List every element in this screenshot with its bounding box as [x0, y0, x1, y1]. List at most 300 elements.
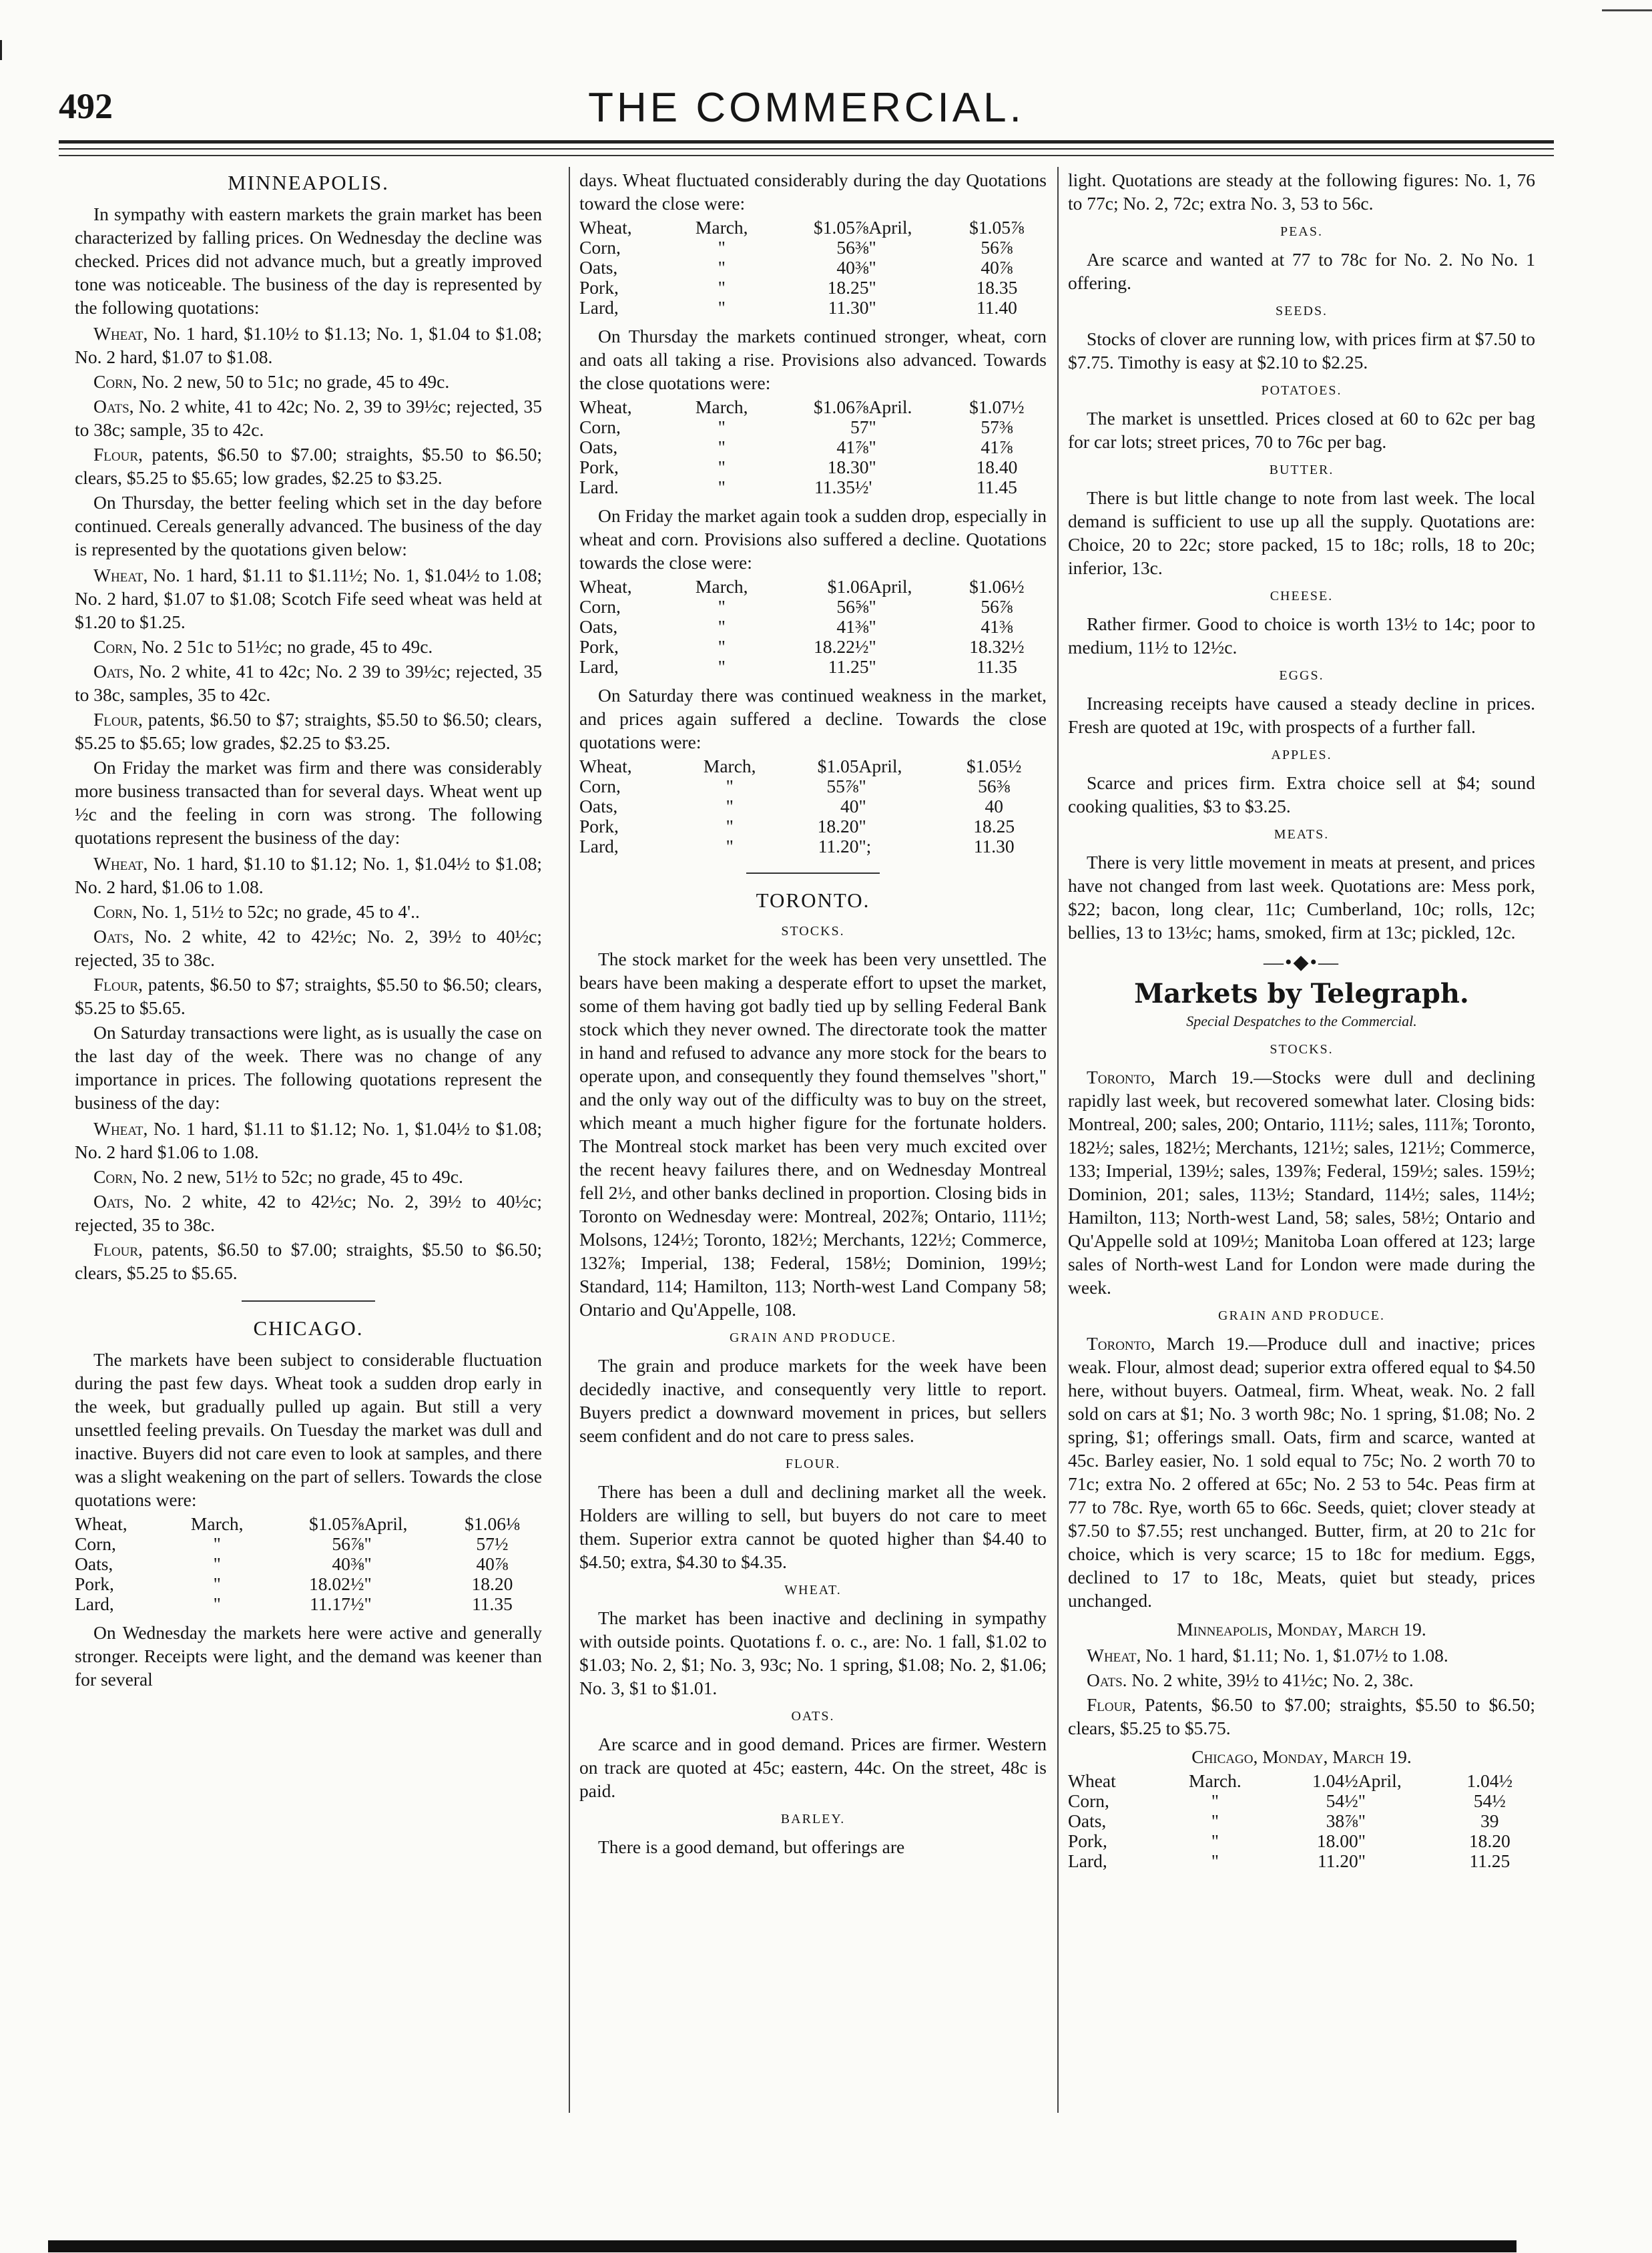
article-paragraph: There has been a dull and declining market all the week. Holders are willing to sell, but buyers do not care to meet them. Superior extra cannot be quoted higher than $4.40 to $4.50; extra, $4.30 to $4.35. — [579, 1481, 1047, 1572]
table-cell: Oats, — [579, 437, 618, 457]
article-paragraph: On Friday the market was firm and there was considerably more business transacted than for several days. Wheat went up ½c and the feeling in corn was strong. The following quotations represent the business of the day: — [75, 757, 542, 848]
table-cell: 38⅞ — [1326, 1810, 1358, 1831]
table-cell: Pork, — [579, 277, 619, 298]
table-cell: Corn, — [579, 596, 621, 617]
commodity-label: Flour, — [93, 444, 143, 465]
table-row — [1068, 1791, 1535, 1811]
table-cell: Oats, — [1068, 1810, 1107, 1831]
article-paragraph: The market has been inactive and declining in sympathy with outside points. Quotations f. o. c., are: No. 1 fall, $1.02 to $1.03; No. 2, $1; No. 3, 93c; No. 1 spring, $1.08; No. 2, $1.06; No. 3, $1 to $1.01. — [579, 1607, 1047, 1698]
table-cell: $1.05⅞ — [969, 217, 1025, 238]
table-cell: $1.05½ — [966, 756, 1022, 776]
table-cell: 11.30 — [973, 836, 1015, 856]
table-cell: 11.35 — [471, 1593, 513, 1614]
quotation-table — [579, 756, 1047, 856]
table-cell: 11.25 — [828, 656, 869, 677]
table-cell: April, — [364, 1513, 408, 1534]
table-cell: " — [718, 297, 726, 318]
quotation-text: No. 2 white, 42 to 42½c; No. 2, 39½ to 40½c; rejected, 35 to 38c. — [75, 926, 542, 970]
table-row — [579, 298, 1047, 318]
column-1 — [75, 168, 542, 2111]
table-cell: 18.22½ — [813, 636, 869, 657]
table-row — [579, 397, 1047, 417]
article-paragraph: There is but little change to note from last week. The local demand is sufficient to use up all the supply. Quotations are: Choice, 20 to 22c; store packed, 15 to 18c; rolls, 18 to 20c; inferior, 13c. — [1068, 487, 1535, 578]
table-cell: " — [868, 417, 876, 437]
table-cell: $1.05⅞ — [308, 1513, 364, 1534]
table-cell: " — [868, 257, 876, 278]
article-paragraph: The stock market for the week has been very unsettled. The bears have been making a desperate effort to upset the market, some of them having got badly tied up by selling Federal Bank stock which they never owned. The directorate took the matter in hand and refused to advance any more stock for the bears to operate upon, and consequently they found themselves "short," and the only way out of the difficulty was to buy on the street, which meant a much higher figure for the fortunate holders. The Montreal stock market has been very much excited over the recent heavy failures there, and on Wednesday Montreal fell 2½, and other banks declined in proportion. Closing bids in Toronto on Wednesday were: Montreal, 202⅞; Ontario, 111½; Molsons, 124½; Toronto, 182½; Merchants, 122½; Commerce, 132⅞; Imperial, 138; Federal, 158½; Dominion, 199½; Standard, 114; Hamilton, 113; North-west Land Company 58; Ontario and Qu'Appelle, 108. — [579, 949, 1047, 1320]
table-cell: 11.25 — [1469, 1850, 1510, 1871]
commodity-label: Oats, — [93, 396, 134, 417]
table-cell: 54½ — [1473, 1790, 1506, 1811]
page-corner-mark — [0, 40, 17, 60]
table-cell: " — [858, 816, 866, 836]
quotation-text: patents, $6.50 to $7.00; straights, $5.50 to $6.50; clears, $5.25 to $5.65; low grades, $2.25 to $3.25. — [75, 444, 542, 488]
table-cell: Pork, — [579, 816, 619, 836]
article-paragraph: On Saturday there was continued weakness in the market, and prices again suffered a decline. Towards the close quotations were: — [579, 685, 1047, 752]
table-cell: March, — [695, 217, 748, 238]
table-cell: $1.05⅞ — [813, 217, 869, 238]
table-row — [579, 617, 1047, 637]
subheading-flour: FLOUR. — [785, 1457, 841, 1471]
table-cell: " — [364, 1573, 372, 1594]
table-cell: " — [364, 1553, 372, 1574]
column-3 — [1068, 168, 1535, 2111]
table-cell: " — [718, 636, 726, 657]
table-cell: Wheat, — [579, 217, 632, 238]
subheading-stocks: STOCKS. — [1270, 1042, 1334, 1057]
commodity-label: Flour, — [1087, 1694, 1136, 1715]
page-header — [59, 79, 1554, 139]
subheading-peas: PEAS. — [1280, 224, 1323, 239]
place-label: Toronto, — [1087, 1333, 1155, 1354]
table-cell: 18.02½ — [308, 1573, 364, 1594]
subheading-grain-produce: GRAIN AND PRODUCE. — [730, 1330, 896, 1345]
quotation-text: Patents, $6.50 to $7.00; straights, $5.50 to $6.50; clears, $5.25 to $5.75. — [1068, 1694, 1535, 1738]
column-2 — [579, 168, 1047, 2111]
table-cell: March, — [695, 576, 748, 597]
table-cell: " — [726, 816, 734, 836]
quotation-item — [1068, 1693, 1535, 1740]
table-cell: " — [868, 656, 876, 677]
table-cell: Lard, — [579, 297, 619, 318]
table-cell: Oats, — [579, 616, 618, 637]
commodity-label: Oats, — [93, 926, 134, 947]
table-row — [75, 1554, 542, 1574]
table-cell: Corn, — [75, 1533, 116, 1554]
dateline: Special Despatches to the Commercial. — [1186, 1013, 1417, 1029]
article-paragraph: days. Wheat fluctuated considerably during the day Quotations toward the close were: — [579, 170, 1047, 214]
quotation-list-thursday — [75, 563, 542, 754]
table-cell: " — [1358, 1790, 1366, 1811]
quotation-list-friday — [75, 852, 542, 1019]
header-rule — [59, 148, 1554, 150]
table-cell: March, — [190, 1513, 244, 1534]
table-cell: " — [868, 277, 876, 298]
article-paragraph: On Thursday, the better feeling which set in the day before continued. Cereals generally advanced. The business of the day is represented by the quotations given below: — [75, 492, 542, 559]
article-text: March 19.—Stocks were dull and declining rapidly last week, but recovered somewhat later. Closing bids: Montreal, 200; sales, 200; Ontario, 111½; sales, 111⅞; Toronto, 182½; sales, 182½; Merchants, 121½; sales, 121½; Commerce, 133; Imperial, 139½; sales, 139⅞; Federal, 159½; sales. 159½; Dominion, 201; sales, 113½; Standard, 114½; sales, 114½; Hamilton, 113; North-west Land, 58; sales, 58½; Ontario and Qu'Appelle sold at 109½; Manitoba Loan offered at 123; large sales of North-west Land for London were made during the week. — [1068, 1067, 1535, 1298]
article-paragraph: Are scarce and in good demand. Prices are firmer. Western on track are quoted at 45c; eastern, 44c. On the street, 48c is paid. — [579, 1734, 1047, 1801]
table-cell: Lard, — [75, 1593, 114, 1614]
quotation-list-saturday — [75, 1117, 542, 1284]
table-cell: 18.25 — [827, 277, 869, 298]
table-cell: " — [718, 417, 726, 437]
table-row — [579, 637, 1047, 657]
table-cell: " — [1211, 1830, 1219, 1851]
table-cell: $1.06½ — [969, 576, 1025, 597]
table-cell: 40⅜ — [836, 257, 869, 278]
table-cell: 18.40 — [976, 457, 1018, 477]
table-row — [1068, 1851, 1535, 1871]
table-cell: 40 — [985, 796, 1003, 816]
table-row — [75, 1594, 542, 1614]
table-cell: April, — [868, 217, 912, 238]
table-cell: 18.20 — [471, 1573, 513, 1594]
quotation-table — [579, 397, 1047, 497]
article-paragraph: Rather firmer. Good to choice is worth 13½ to 14c; poor to medium, 11½ to 12½c. — [1068, 613, 1535, 658]
section-heading-telegraph: Markets by Telegraph. — [1134, 978, 1469, 1009]
table-cell: Lard, — [579, 656, 619, 677]
table-cell: 41⅜ — [836, 616, 869, 637]
subheading-oats: OATS. — [791, 1709, 835, 1724]
table-cell: 11.30 — [828, 297, 869, 318]
quotation-item — [75, 900, 542, 923]
article-paragraph: Scarce and prices firm. Extra choice sell at $4; sound cooking qualities, $3 to $3.25. — [1068, 772, 1535, 816]
table-cell: Corn, — [579, 417, 621, 437]
table-row — [579, 796, 1047, 816]
table-cell: 40⅜ — [332, 1553, 364, 1574]
subheading-grain-produce: GRAIN AND PRODUCE. — [1218, 1308, 1385, 1323]
table-cell: Pork, — [579, 457, 619, 477]
page-edge-mark — [1602, 9, 1652, 11]
subheading-wheat: WHEAT. — [784, 1583, 842, 1597]
table-cell: March, — [703, 756, 756, 776]
table-row — [75, 1534, 542, 1554]
table-cell: 40⅞ — [476, 1553, 509, 1574]
table-cell: 11.35½ — [814, 477, 869, 497]
table-cell: 57⅜ — [981, 417, 1013, 437]
table-cell: " — [868, 457, 876, 477]
commodity-label: Wheat, — [93, 565, 148, 585]
column-divider — [569, 167, 570, 2113]
quotation-item — [75, 708, 542, 754]
table-row — [579, 776, 1047, 796]
quotation-table — [1068, 1771, 1535, 1871]
table-cell: " — [858, 776, 866, 796]
commodity-label: Corn, — [93, 1166, 137, 1187]
table-row — [1068, 1831, 1535, 1851]
column-divider — [1057, 167, 1059, 2113]
table-cell: 18.30 — [827, 457, 869, 477]
table-cell: " — [868, 297, 876, 318]
article-paragraph: light. Quotations are steady at the following figures: No. 1, 76 to 77c; No. 2, 72c; extra No. 3, 53 to 56c. — [1068, 170, 1535, 214]
table-cell: " — [1358, 1830, 1366, 1851]
section-heading-minneapolis: MINNEAPOLIS. — [228, 171, 389, 194]
table-row — [579, 238, 1047, 258]
table-cell: Wheat, — [579, 397, 632, 417]
quotation-table — [75, 1514, 542, 1614]
quotation-item — [75, 395, 542, 441]
table-cell: " — [868, 636, 876, 657]
commodity-label: Flour, — [93, 1239, 143, 1260]
quotation-item — [75, 1190, 542, 1236]
table-cell: " — [718, 616, 726, 637]
table-cell: " — [213, 1533, 221, 1554]
quotation-text: No. 1, 51½ to 52c; no grade, 45 to 4'.. — [137, 901, 420, 922]
commodity-label: Wheat, — [93, 853, 148, 874]
table-cell: "; — [858, 836, 872, 856]
commodity-label: Oats, — [93, 661, 134, 682]
quotation-text: No. 2 white, 41 to 42c; No. 2, 39 to 39½c; rejected, 35 to 38c; sample, 35 to 42c. — [75, 396, 542, 440]
table-cell: " — [364, 1593, 372, 1614]
table-cell: " — [1358, 1810, 1366, 1831]
table-cell: 57 — [850, 417, 869, 437]
article-paragraph: The grain and produce markets for the week have been decidedly inactive, and consequently very little to report. Buyers predict a downward movement in prices, but sellers seem confident and do not care to press sales. — [579, 1355, 1047, 1446]
table-cell: 18.20 — [817, 816, 859, 836]
subheading-eggs: EGGS. — [1279, 668, 1324, 683]
table-cell: 41⅜ — [981, 616, 1013, 637]
subheading-potatoes: POTATOES. — [1261, 383, 1342, 398]
bottom-edge-bar — [48, 2240, 1517, 2252]
table-cell: 55⅞ — [826, 776, 859, 796]
table-cell: " — [868, 616, 876, 637]
table-cell: " — [213, 1573, 221, 1594]
article-paragraph — [1068, 1332, 1535, 1612]
table-row — [75, 1574, 542, 1594]
table-cell: Pork, — [579, 636, 619, 657]
table-row — [579, 477, 1047, 497]
quotation-text: No. 2 new, 50 to 51c; no grade, 45 to 49c. — [137, 371, 450, 392]
table-cell: " — [718, 257, 726, 278]
table-row — [579, 258, 1047, 278]
table-cell: " — [213, 1593, 221, 1614]
table-cell: " — [726, 776, 734, 796]
table-cell: 11.20 — [818, 836, 859, 856]
table-row — [579, 457, 1047, 477]
table-cell: 1.04½ — [1312, 1770, 1358, 1791]
quotation-item — [1068, 1644, 1535, 1667]
table-cell: " — [1211, 1810, 1219, 1831]
commodity-label: Oats, — [93, 1191, 134, 1212]
table-cell: 56⅜ — [836, 237, 869, 258]
table-cell: Pork, — [1068, 1830, 1107, 1851]
table-cell: Corn, — [579, 776, 621, 796]
quotation-item — [75, 1165, 542, 1188]
table-cell: " — [868, 596, 876, 617]
table-cell: " — [718, 457, 726, 477]
table-cell: Lard. — [579, 477, 619, 497]
section-divider — [746, 872, 880, 874]
quotation-text: No. 2 white, 39½ to 41½c; No. 2, 38c. — [1127, 1670, 1414, 1690]
table-cell: " — [718, 656, 726, 677]
commodity-label: Wheat, — [93, 1118, 148, 1139]
table-cell: ' — [868, 477, 872, 497]
header-rule — [59, 140, 1554, 144]
masthead-title: THE COMMERCIAL. — [588, 85, 1025, 131]
place-label: Toronto, — [1087, 1067, 1155, 1087]
table-cell: Lard, — [579, 836, 619, 856]
dateline: Minneapolis, Monday, March 19. — [1177, 1619, 1426, 1640]
table-cell: 11.35 — [976, 656, 1017, 677]
quotation-item — [75, 973, 542, 1019]
section-heading-chicago: CHICAGO. — [253, 1316, 364, 1340]
table-cell: Pork, — [75, 1573, 114, 1594]
quotation-table — [579, 218, 1047, 318]
table-cell: " — [726, 796, 734, 816]
article-paragraph: Are scarce and wanted at 77 to 78c for No. 2. No No. 1 offering. — [1068, 249, 1535, 293]
ornament-divider: —•◆•— — [1263, 951, 1340, 973]
quotation-text: No. 1 hard, $1.11 to $1.11½; No. 1, $1.04½ to 1.08; No. 2 hard, $1.07 to $1.08; Scotch Fife seed wheat was held at $1.20 to $1.25. — [75, 565, 542, 632]
table-cell: 1.04½ — [1466, 1770, 1513, 1791]
commodity-label: Wheat, — [93, 323, 148, 344]
table-row — [579, 417, 1047, 437]
quotation-item — [75, 322, 542, 368]
table-cell: April, — [868, 576, 912, 597]
article-paragraph: There is very little movement in meats at present, and prices have not changed from last week. Quotations are: Mess pork, $22; bacon, long clear, 11c; Cumberland, 10c; rolls, 12c; bellies, 13 to 13½c; hams, smoked, firm at 13c; pickled, 12c. — [1068, 852, 1535, 943]
table-cell: " — [718, 596, 726, 617]
subheading-apples: APPLES. — [1271, 748, 1332, 762]
article-paragraph: On Friday the market again took a sudden drop, especially in wheat and corn. Provisions also suffered a decline. Quotations towards the close were: — [579, 505, 1047, 573]
table-cell: April, — [1358, 1770, 1402, 1791]
table-cell: Wheat — [1068, 1770, 1116, 1791]
table-row — [579, 657, 1047, 677]
dateline: Chicago, Monday, March 19. — [1191, 1746, 1412, 1767]
article-paragraph: In sympathy with eastern markets the grain market has been characterized by falling prices. On Wednesday the decline was checked. Prices did not advance much, but a greatly improved tone was noticeable. The business of the day is represented by the following quotations: — [75, 204, 542, 318]
article-paragraph: The markets have been subject to considerable fluctuation during the past few days. Wheat took a sudden drop early in the week, but gradually pulled up again. But still a very unsettled feeling prevails. On Tuesday the market was dull and inactive. Buyers did not care even to look at samples, and there was a slight weakening on the part of sellers. Towards the close quotations were: — [75, 1349, 542, 1510]
quotation-item — [75, 635, 542, 658]
table-cell: Corn, — [1068, 1790, 1109, 1811]
table-cell: $1.06⅞ — [813, 397, 869, 417]
table-cell: 56⅞ — [981, 237, 1013, 258]
table-cell: March, — [695, 397, 748, 417]
table-cell: 18.32½ — [969, 636, 1025, 657]
table-cell: " — [1211, 1850, 1219, 1871]
quotation-text: No. 2 new, 51½ to 52c; no grade, 45 to 49c. — [137, 1166, 463, 1187]
commodity-label: Flour, — [93, 709, 143, 730]
table-cell: 41⅞ — [836, 437, 869, 457]
table-cell: Oats, — [579, 796, 618, 816]
subheading-seeds: SEEDS. — [1275, 304, 1328, 318]
quotation-item — [75, 370, 542, 393]
quotation-text: No. 1 hard, $1.11; No. 1, $1.07½ to 1.08. — [1141, 1645, 1448, 1666]
table-cell: Wheat, — [579, 576, 632, 597]
article-paragraph: On Wednesday the markets here were active and generally stronger. Receipts were light, and the demand was keener than for several — [75, 1622, 542, 1690]
quotation-item — [75, 443, 542, 489]
table-row — [579, 836, 1047, 856]
table-cell: 56⅞ — [332, 1533, 364, 1554]
table-row — [1068, 1811, 1535, 1831]
subheading-stocks: STOCKS. — [781, 924, 845, 939]
commodity-label: Oats. — [1087, 1670, 1127, 1690]
table-cell: $1.07½ — [969, 397, 1025, 417]
quotation-text: No. 1 hard, $1.10 to $1.12; No. 1, $1.04½ to $1.08; No. 2 hard, $1.06 to 1.08. — [75, 853, 542, 897]
commodity-label: Corn, — [93, 636, 137, 657]
article-paragraph: There is a good demand, but offerings are — [598, 1836, 905, 1857]
table-cell: " — [1211, 1790, 1219, 1811]
commodity-label: Wheat, — [1087, 1645, 1141, 1666]
table-row — [579, 218, 1047, 238]
table-cell: 40 — [840, 796, 859, 816]
table-row — [1068, 1771, 1535, 1791]
table-cell: 56⅜ — [978, 776, 1011, 796]
table-row — [579, 278, 1047, 298]
table-cell: Corn, — [579, 237, 621, 258]
quotation-item — [75, 660, 542, 706]
table-cell: Oats, — [75, 1553, 113, 1574]
table-cell: " — [718, 237, 726, 258]
commodity-label: Flour, — [93, 974, 143, 995]
article-paragraph: Increasing receipts have caused a steady decline in prices. Fresh are quoted at 19c, with prospects of a further fall. — [1068, 693, 1535, 737]
quotation-item — [75, 925, 542, 971]
table-cell: March. — [1189, 1770, 1242, 1791]
quotation-item — [75, 563, 542, 634]
quotation-text: No. 1 hard, $1.11 to $1.12; No. 1, $1.04½ to $1.08; No. 2 hard $1.06 to 1.08. — [75, 1118, 542, 1162]
article-text: March 19.—Produce dull and inactive; prices weak. Flour, almost dead; superior extra offered equal to $4.50 here, without buyers. Oatmeal, firm. Wheat, weak. No. 2 fall sold on cars at $1; No. 3 worth 98c; No. 1 spring, $1.08; No. 2 spring, $1; offerings small. Oats, firm and scarce, wanted at 45c. Barley easier, No. 1 sold equal to 75c; No. 2 worth 70 to 71c; extra No. 2 offered at 65c; No. 2 53 to 54c. Peas firm at 77 to 78c. Rye, worth 65 to 66c. Seeds, quiet; clover steady at $7.50 to $7.55; rest unchanged. Butter, firm, at 20 to 21c for choice, which is very scarce; 15 to 18c for medium. Eggs, declined to 17 to 18c, Meats, quiet but steady, prices unchanged. — [1068, 1333, 1535, 1611]
table-cell: 18.20 — [1468, 1830, 1510, 1851]
commodity-label: Corn, — [93, 371, 137, 392]
table-cell: " — [718, 277, 726, 298]
article-paragraph: On Thursday the markets continued stronger, wheat, corn and oats all taking a rise. Provisions also advanced. Towards the close quotations were: — [579, 326, 1047, 393]
table-cell: " — [213, 1553, 221, 1574]
table-cell: " — [718, 477, 726, 497]
table-cell: 41⅞ — [981, 437, 1013, 457]
article-paragraph: The market is unsettled. Prices closed at 60 to 62c per bag for car lots; street prices, 70 to 76c per bag. — [1068, 408, 1535, 452]
quotation-item — [75, 852, 542, 899]
table-cell: Wheat, — [579, 756, 632, 776]
quotation-list-wednesday — [75, 322, 542, 489]
quotation-text: patents, $6.50 to $7; straights, $5.50 to $6.50; clears, $5.25 to $5.65. — [75, 974, 542, 1018]
section-divider — [242, 1300, 375, 1302]
commodity-label: Corn, — [93, 901, 137, 922]
quotation-text: No. 2 white, 42 to 42½c; No. 2, 39½ to 40½c; rejected, 35 to 38c. — [75, 1191, 542, 1235]
table-cell: 11.40 — [976, 297, 1017, 318]
subheading-meats: MEATS. — [1274, 827, 1330, 842]
table-cell: $1.05 — [817, 756, 859, 776]
quotation-item — [1068, 1668, 1535, 1692]
subheading-butter: BUTTER. — [1269, 463, 1334, 477]
table-cell: 18.35 — [976, 277, 1018, 298]
table-cell: 11.45 — [976, 477, 1017, 497]
table-cell: " — [726, 836, 734, 856]
table-row — [75, 1514, 542, 1534]
header-rule — [59, 155, 1554, 156]
table-cell: Lard, — [1068, 1850, 1107, 1871]
table-cell: 56⅞ — [981, 596, 1013, 617]
table-cell: 40⅞ — [981, 257, 1013, 278]
quotation-table — [579, 577, 1047, 677]
table-cell: 39 — [1480, 1810, 1499, 1831]
table-cell: 57½ — [476, 1533, 509, 1554]
quotation-text: patents, $6.50 to $7.00; straights, $5.50 to $6.50; clears, $5.25 to $5.65. — [75, 1239, 542, 1283]
article-paragraph: Stocks of clover are running low, with prices firm at $7.50 to $7.75. Timothy is easy at $2.10 to $2.25. — [1068, 328, 1535, 372]
table-cell: 56⅝ — [836, 596, 869, 617]
table-cell: April, — [858, 756, 902, 776]
table-cell: " — [868, 437, 876, 457]
table-cell: 18.00 — [1316, 1830, 1358, 1851]
table-cell: " — [364, 1533, 372, 1554]
table-cell: $1.06⅛ — [465, 1513, 520, 1534]
table-row — [579, 816, 1047, 836]
quotation-text: patents, $6.50 to $7; straights, $5.50 to $6.50; clears, $5.25 to $5.65; low grades, $2.25 to $3.25. — [75, 709, 542, 753]
page-number: 492 — [59, 86, 113, 126]
table-cell: 11.17½ — [309, 1593, 364, 1614]
table-cell: " — [1358, 1850, 1366, 1871]
table-cell: " — [868, 237, 876, 258]
table-cell: " — [858, 796, 866, 816]
table-cell: Wheat, — [75, 1513, 127, 1534]
subheading-cheese: CHEESE. — [1270, 589, 1334, 603]
table-cell: Oats, — [579, 257, 618, 278]
subheading-barley: BARLEY. — [780, 1812, 846, 1826]
